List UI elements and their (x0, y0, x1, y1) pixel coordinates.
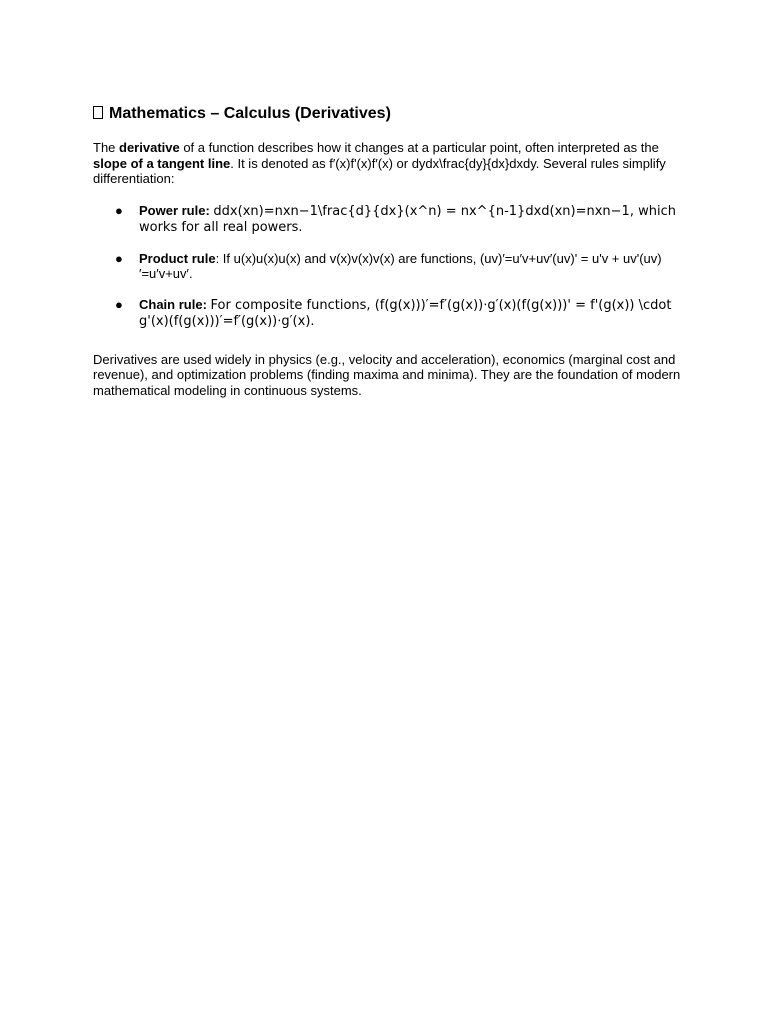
square-glyph-icon (93, 106, 103, 119)
list-item-chain-rule (93, 297, 683, 330)
rules-list (93, 203, 683, 330)
intro-paragraph (93, 140, 683, 187)
page-title-text: Mathematics – Calculus (Derivatives) (109, 105, 391, 122)
bullet-icon: ● (115, 250, 123, 266)
list-item-power-rule (93, 203, 683, 236)
power-rule-label: Power rule: (139, 202, 210, 218)
product-rule-label: Product rule (139, 250, 216, 266)
document-page (93, 104, 683, 398)
chain-rule-label: Chain rule: (139, 296, 207, 312)
bullet-icon: ● (115, 296, 123, 312)
list-item-product-rule (93, 251, 683, 282)
intro-text-3: . It is denoted as f′(x)f'(x)f′(x) or dydx\frac{dy}{dx}dxdy. Several rules simplify differentiation: (93, 155, 666, 186)
bullet-icon: ● (115, 202, 123, 218)
intro-text-2: of a function describes how it changes at a particular point, often interpreted as the (179, 140, 659, 155)
intro-bold-derivative: derivative (119, 140, 180, 155)
chain-rule-text: For composite functions, (f(g(x)))′=f′(g(x))⋅g′(x)(f(g(x)))' = f'(g(x)) \cdot g'(x)(f(g(x)))′=f′(g(x))⋅g′(x). (139, 297, 672, 329)
intro-bold-slope: slope of a tangent line (93, 155, 231, 171)
page-title (93, 104, 683, 124)
product-rule-text: : If u(x)u(x)u(x) and v(x)v(x)v(x) are functions, (uv)′=u′v+uv′(uv)' = u'v + uv'(uv)′=u′v+uv′. (139, 250, 662, 281)
intro-text-1: The (93, 140, 120, 155)
closing-paragraph: Derivatives are used widely in physics (e.g., velocity and acceleration), economics (marginal cost and revenue), and optimization problems (finding maxima and minima). They are the foundation of modern mathematical modeling in continuous systems. (93, 351, 681, 398)
power-rule-text: ddx(xn)=nxn−1\frac{d}{dx}(x^n) = nx^{n-1}dxd(xn)=nxn−1, which works for all real powers. (139, 203, 676, 235)
